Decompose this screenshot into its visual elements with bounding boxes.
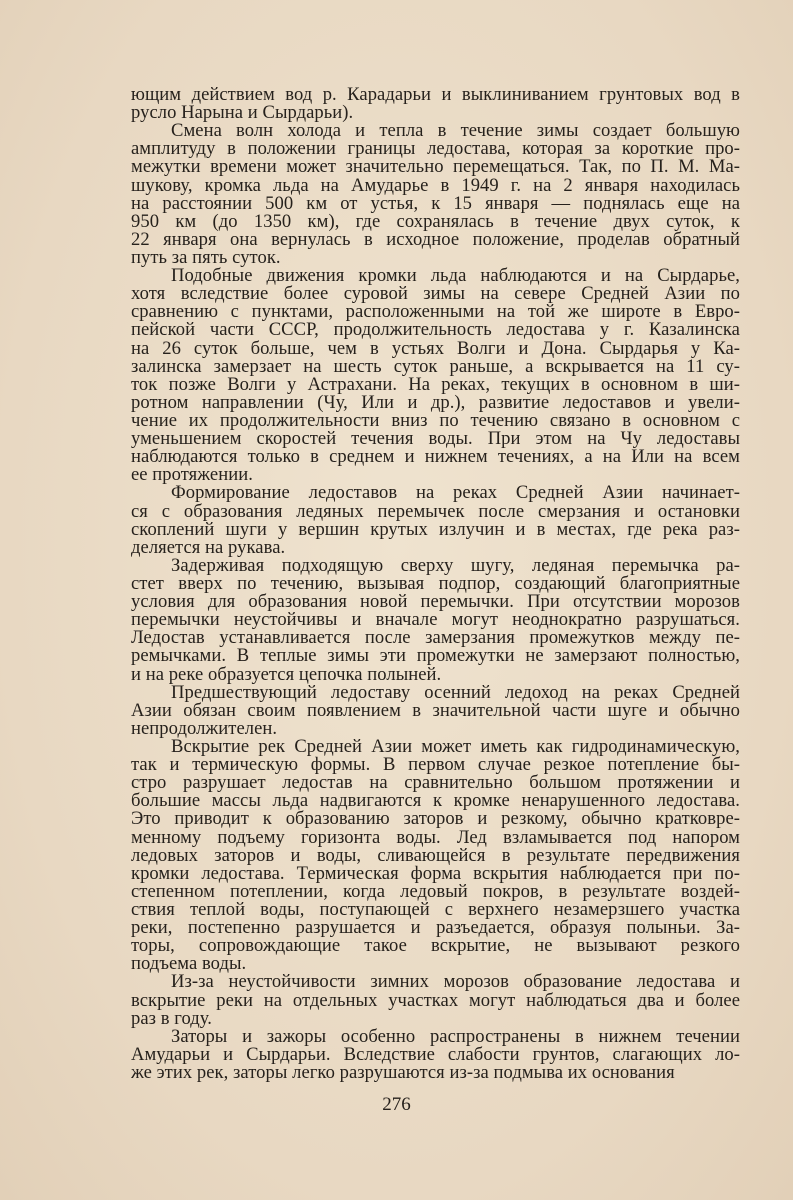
text-line: русло Нарына и Сырдарьи). — [131, 102, 354, 123]
text-line: Смена волн холода и тепла в течение зимы создает большую — [171, 120, 740, 141]
text-line: ледовых заторов и воды, сливающейся в результате передвижения — [131, 845, 740, 866]
text-line: реки, постепенно разрушается и разъедается, образуя полыньи. За- — [131, 917, 740, 938]
text-line: же этих рек, заторы легко разрушаются из-за подмыва их основания — [131, 1062, 675, 1083]
text-line: торы, сопровождающие такое вскрытие, не вызывают резкого — [131, 935, 740, 956]
text-line: на 26 суток больше, чем в устьях Волги и Дона. Сырдарья у Ка- — [131, 338, 740, 359]
text-line: вскрытие реки на отдельных участках могут наблюдаться два и более — [131, 990, 740, 1011]
text-line: деляется на рукава. — [131, 537, 286, 558]
text-line: перемычки неустойчивы и вначале могут неоднократно разрушаться. — [131, 609, 740, 630]
text-line: Амударьи и Сырдарьи. Вследствие слабости грунтов, слагающих ло- — [131, 1044, 740, 1065]
text-line: Ледостав устанавливается после замерзания промежутков между пе- — [131, 627, 740, 648]
text-line: Задерживая подходящую сверху шугу, ледяная перемычка ра- — [171, 555, 740, 576]
text-line: Предшествующий ледоставу осенний ледоход на реках Средней — [171, 682, 740, 703]
text-line: стро разрушает ледостав на сравнительно большом протяжении и — [131, 772, 740, 793]
text-line: амплитуду в положении границы ледостава, которая за короткие про- — [131, 138, 740, 159]
text-line: ющим действием вод р. Карадарьи и выклиниванием грунтовых вод в — [131, 84, 740, 105]
text-line: 950 км (до 1350 км), где сохранялась в течение двух суток, к — [131, 211, 740, 232]
text-line: Азии обязан своим появлением в значительной части шуге и обычно — [131, 700, 740, 721]
text-line: ее протяжении. — [131, 464, 253, 485]
text-line: ствия теплой воды, поступающей с верхнего незамерзшего участка — [131, 899, 740, 920]
text-line: условия для образования новой перемычки. При отсутствии морозов — [131, 591, 740, 612]
text-line: большие массы льда надвигаются к кромке ненарушенного ледостава. — [131, 790, 740, 811]
text-line: подъема воды. — [131, 953, 247, 974]
text-line: ся с образования ледяных перемычек после смерзания и остановки — [131, 501, 740, 522]
text-line: чение их продолжительности вниз по течению связано в основном с — [131, 410, 740, 431]
text-line: и на реке образуется цепочка полыней. — [131, 664, 442, 685]
text-line: ротном направлении (Чу, Или и др.), развитие ледоставов и увели- — [131, 392, 740, 413]
text-line: непродолжителен. — [131, 718, 278, 739]
text-line: путь за пять суток. — [131, 247, 281, 268]
text-line: кромки ледостава. Термическая форма вскрытия наблюдается при по- — [131, 863, 740, 884]
page-number: 276 — [382, 1094, 411, 1115]
text-line: наблюдаются только в среднем и нижнем течениях, а на Или на всем — [131, 446, 740, 467]
text-line: уменьшением скоростей течения воды. При этом на Чу ледоставы — [131, 428, 740, 449]
text-line: на расстоянии 500 км от устья, к 15 января — поднялась еще на — [131, 193, 740, 214]
text-line: 22 января она вернулась в исходное положение, проделав обратный — [131, 229, 740, 250]
text-line: так и термическую формы. В первом случае резкое потепление бы- — [131, 754, 740, 775]
text-line: Это приводит к образованию заторов и резкому, обычно кратковре- — [131, 808, 740, 829]
text-line: Из-за неустойчивости зимних морозов образование ледостава и — [171, 971, 740, 992]
text-line: сравнению с пунктами, расположенными на той же широте в Евро- — [131, 301, 740, 322]
text-line: межутки времени может значительно перемещаться. Так, по П. М. Ма- — [131, 156, 740, 177]
text-line: Формирование ледоставов на реках Средней Азии начинает- — [171, 482, 740, 503]
text-line: раз в году. — [131, 1008, 212, 1029]
text-line: Вскрытие рек Средней Азии может иметь как гидродинамическую, — [171, 736, 740, 757]
text-line: хотя вследствие более суровой зимы на севере Средней Азии по — [131, 283, 740, 304]
text-line: скоплений шуги у вершин крутых излучин и в местах, где река раз- — [131, 519, 740, 540]
text-line: шукову, кромка льда на Амударье в 1949 г. на 2 января находилась — [131, 175, 740, 196]
text-line: ремычками. В теплые зимы эти промежутки не замерзают полностью, — [131, 645, 740, 666]
text-line: пейской части СССР, продолжительность ледостава у г. Казалинска — [131, 319, 740, 340]
text-line: Заторы и зажоры особенно распространены в нижнем течении — [171, 1026, 740, 1047]
text-line: Подобные движения кромки льда наблюдаются и на Сырдарье, — [171, 265, 740, 286]
text-line: залинска замерзает на шесть суток раньше, а вскрывается на 11 су- — [131, 356, 740, 377]
text-line: менному подъему горизонта воды. Лед взламывается под напором — [131, 827, 740, 848]
text-line: стет вверх по течению, вызывая подпор, создающий благоприятные — [131, 573, 740, 594]
text-line: степенном потеплении, когда ледовый покров, в результате воздей- — [131, 881, 740, 902]
text-line: ток позже Волги у Астрахани. На реках, текущих в основном в ши- — [131, 374, 740, 395]
